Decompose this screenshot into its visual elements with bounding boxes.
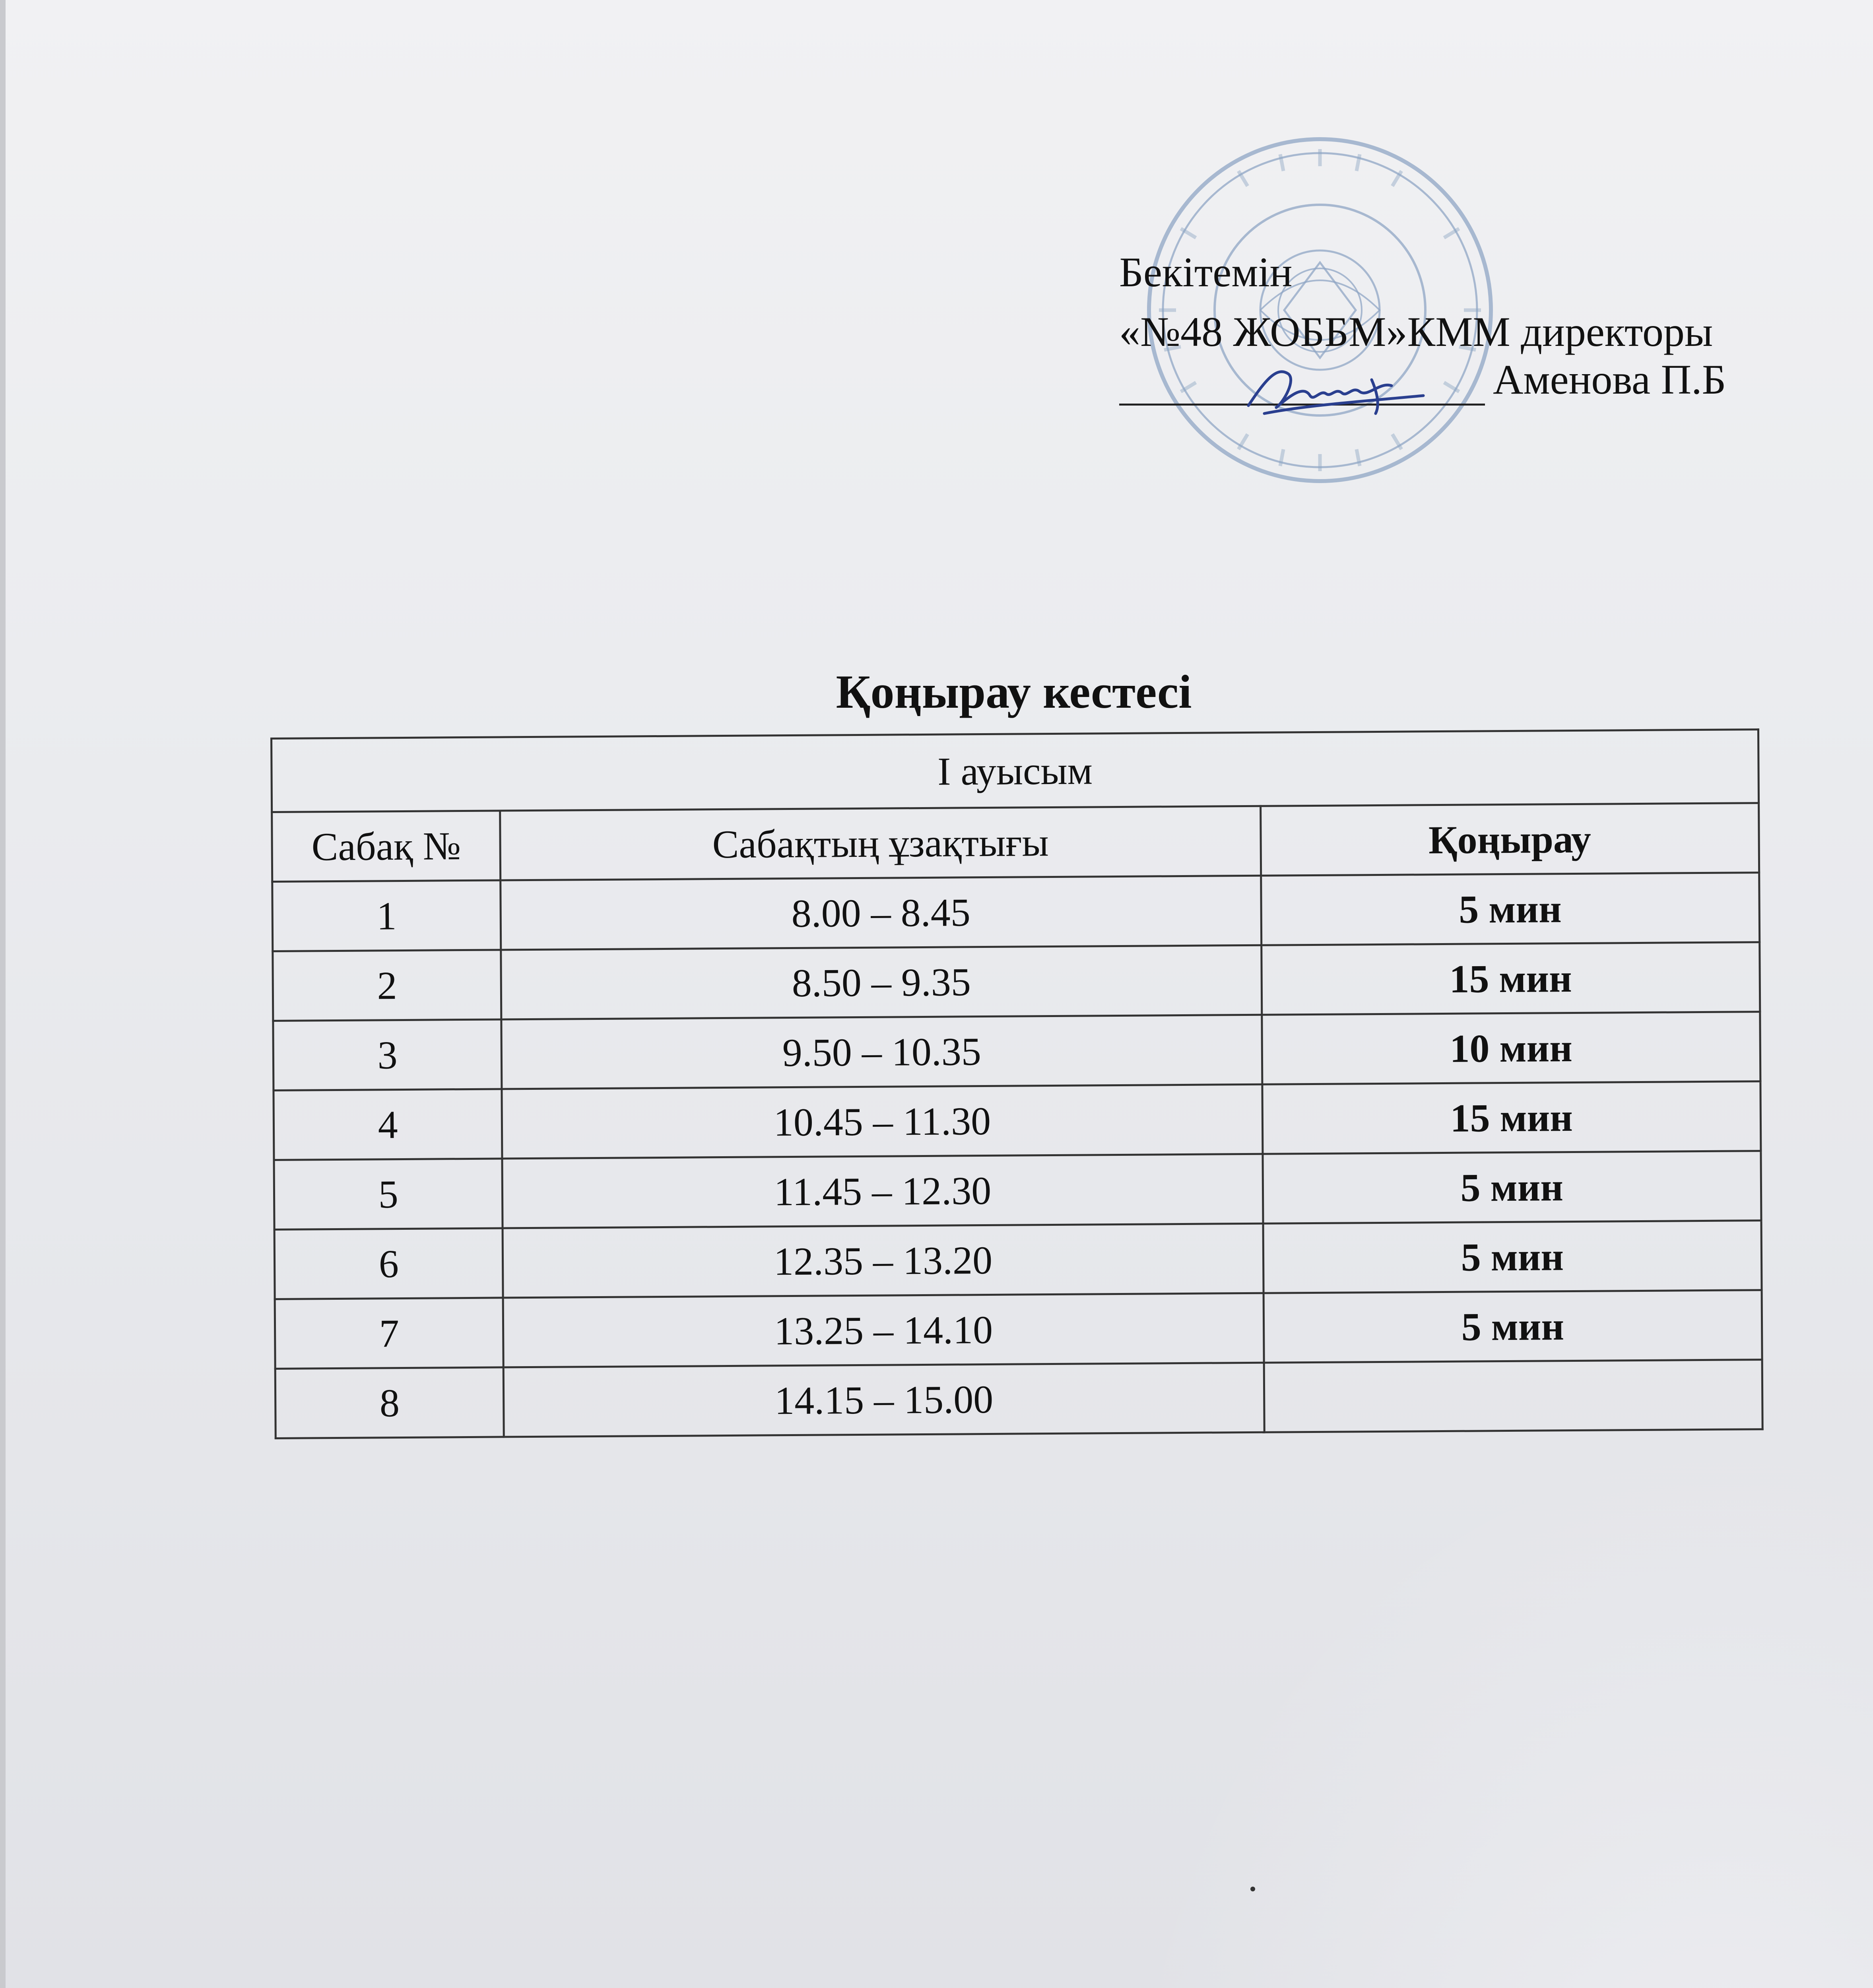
lesson-duration: 13.25 – 14.10 <box>503 1293 1264 1367</box>
paper-speck <box>1250 1887 1255 1891</box>
lesson-number: 3 <box>273 1019 502 1091</box>
lesson-number: 8 <box>275 1367 504 1439</box>
table-row <box>274 1081 1761 1160</box>
lesson-duration: 10.45 – 11.30 <box>502 1084 1262 1159</box>
lesson-duration: 8.50 – 9.35 <box>501 945 1262 1019</box>
bell-schedule-table <box>270 728 1764 1439</box>
lesson-number: 2 <box>273 950 501 1021</box>
bell-break: 15 мин <box>1261 942 1760 1015</box>
lesson-number: 5 <box>274 1159 503 1230</box>
lesson-duration: 14.15 – 15.00 <box>504 1363 1264 1437</box>
table-row <box>273 942 1760 1021</box>
column-header-number: Сабақ № <box>272 811 501 882</box>
bell-break: 5 мин <box>1263 1151 1761 1224</box>
shift-label: І ауысым <box>272 730 1759 812</box>
bell-break: 5 мин <box>1261 873 1759 945</box>
bell-break: 15 мин <box>1262 1081 1760 1154</box>
lesson-duration: 9.50 – 10.35 <box>501 1015 1262 1089</box>
bell-break: 5 мин <box>1263 1221 1762 1293</box>
lesson-number: 7 <box>275 1298 503 1369</box>
lesson-duration: 11.45 – 12.30 <box>502 1154 1263 1228</box>
page-title: Қоңырау кестесі <box>836 665 1192 718</box>
director-name: Аменова П.Б <box>1493 356 1726 403</box>
approval-block <box>1119 243 1763 362</box>
lesson-duration: 12.35 – 13.20 <box>503 1223 1263 1298</box>
handwritten-signature <box>1240 358 1431 421</box>
lighting-shade <box>1118 1431 1873 1988</box>
table-row <box>275 1360 1762 1439</box>
bell-break: 5 мин <box>1264 1290 1762 1363</box>
table-row <box>272 873 1760 951</box>
bell-break <box>1264 1360 1762 1433</box>
column-header-bell: Қоңырау <box>1260 803 1759 876</box>
column-header-row <box>272 803 1759 882</box>
table-row <box>274 1151 1761 1230</box>
table-row <box>275 1290 1762 1369</box>
table-row <box>274 1221 1762 1299</box>
bell-break: 10 мин <box>1262 1012 1760 1085</box>
lesson-duration: 8.00 – 8.45 <box>501 876 1261 950</box>
lesson-number: 6 <box>274 1228 503 1299</box>
lesson-number: 4 <box>274 1089 502 1160</box>
approval-label: Бекітемін <box>1119 249 1293 295</box>
table-row <box>273 1012 1760 1091</box>
shift-header-row <box>272 730 1759 812</box>
lesson-number: 1 <box>272 880 501 951</box>
page-edge <box>0 0 6 1988</box>
column-header-duration: Сабақтың ұзақтығы <box>500 806 1261 880</box>
approval-position: «№48 ЖОББМ»КММ директоры <box>1119 309 1713 355</box>
